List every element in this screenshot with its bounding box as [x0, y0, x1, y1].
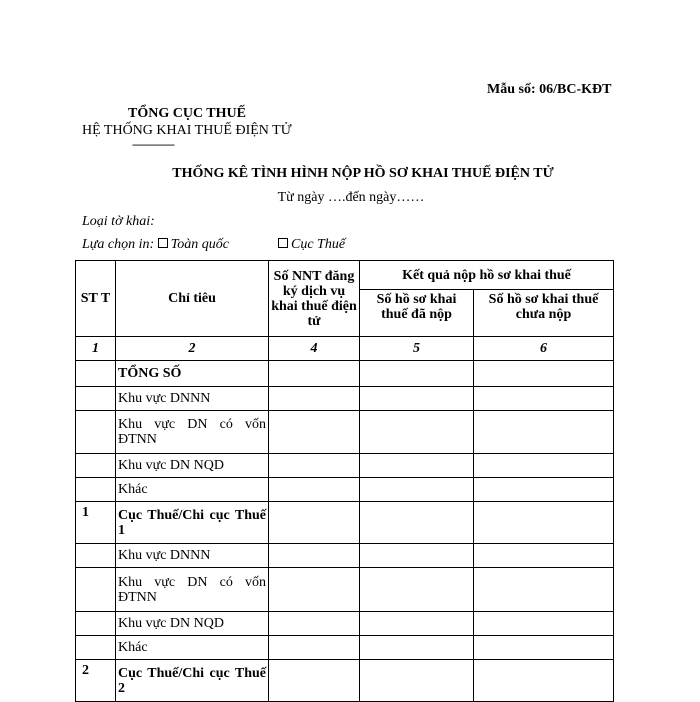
cell-submitted: [360, 478, 474, 502]
column-number: 5: [360, 337, 474, 361]
print-option-label: Lựa chọn in:: [82, 237, 155, 252]
table-row: [76, 660, 614, 702]
header-result-group: Kết quả nộp hồ sơ khai thuế: [360, 261, 614, 290]
cell-submitted: [360, 361, 474, 387]
row-label: Khu vực DN có vốn ĐTNN: [116, 411, 269, 454]
cell-submitted: [360, 387, 474, 411]
row-stt: [76, 544, 116, 568]
header-not-submitted: Số hồ sơ khai thuế chưa nộp: [474, 290, 614, 337]
cell-submitted: [360, 544, 474, 568]
row-stt: 2: [76, 660, 116, 702]
table-row: [76, 568, 614, 612]
row-label: TỔNG SỐ: [116, 361, 269, 387]
cell-registered: [269, 502, 360, 544]
row-label: Khu vực DN NQD: [116, 612, 269, 636]
row-label: Khu vực DNNN: [116, 544, 269, 568]
cell-not-submitted: [474, 568, 614, 612]
row-label: Khác: [116, 478, 269, 502]
system-name: HỆ THỐNG KHAI THUẾ ĐIỆN TỬ: [82, 123, 292, 138]
cell-not-submitted: [474, 361, 614, 387]
table-row: [76, 454, 614, 478]
cell-not-submitted: [474, 502, 614, 544]
cell-registered: [269, 544, 360, 568]
cell-registered: [269, 636, 360, 660]
option-department-label: Cục Thuế: [291, 237, 346, 252]
table-row: [76, 387, 614, 411]
cell-registered: [269, 454, 360, 478]
statistics-table: [75, 260, 614, 702]
header-submitted: Số hồ sơ khai thuế đã nộp: [360, 290, 474, 337]
table-row: [76, 636, 614, 660]
row-label: Khu vực DNNN: [116, 387, 269, 411]
row-stt: [76, 411, 116, 454]
cell-not-submitted: [474, 478, 614, 502]
cell-submitted: [360, 636, 474, 660]
form-code: Mẫu số: 06/BC-KĐT: [487, 82, 612, 97]
column-number: 4: [269, 337, 360, 361]
header-registered: Số NNT đăng ký dịch vụ khai thuế điện tử: [269, 261, 360, 337]
cell-registered: [269, 660, 360, 702]
table-row: [76, 411, 614, 454]
checkbox-national[interactable]: [158, 238, 168, 248]
option-national-label: Toàn quốc: [170, 237, 229, 252]
header-indicator: Chỉ tiêu: [116, 261, 269, 337]
row-label: Cục Thuế/Chi cục Thuế 1: [116, 502, 269, 544]
cell-not-submitted: [474, 660, 614, 702]
cell-submitted: [360, 660, 474, 702]
cell-submitted: [360, 568, 474, 612]
checkbox-department[interactable]: [278, 238, 288, 248]
cell-registered: [269, 411, 360, 454]
row-stt: [76, 361, 116, 387]
row-stt: [76, 568, 116, 612]
row-stt: [76, 636, 116, 660]
cell-registered: [269, 612, 360, 636]
report-type-label: Loại tờ khai:: [82, 214, 155, 229]
cell-not-submitted: [474, 612, 614, 636]
row-label: Cục Thuế/Chi cục Thuế 2: [116, 660, 269, 702]
row-label: Khu vực DN NQD: [116, 454, 269, 478]
table-row: [76, 612, 614, 636]
row-label: Khác: [116, 636, 269, 660]
row-stt: [76, 612, 116, 636]
row-stt: 1: [76, 502, 116, 544]
cell-submitted: [360, 454, 474, 478]
table-row: [76, 544, 614, 568]
row-label: Khu vực DN có vốn ĐTNN: [116, 568, 269, 612]
option-department: [278, 237, 345, 253]
report-title: THỐNG KÊ TÌNH HÌNH NỘP HỒ SƠ KHAI THUẾ ĐIỆN TỬ: [172, 166, 554, 181]
header-divider: --------------: [132, 137, 174, 151]
cell-not-submitted: [474, 411, 614, 454]
row-stt: [76, 387, 116, 411]
cell-submitted: [360, 502, 474, 544]
agency-name: TỔNG CỤC THUẾ: [128, 106, 246, 121]
cell-not-submitted: [474, 387, 614, 411]
column-number: 6: [474, 337, 614, 361]
cell-submitted: [360, 612, 474, 636]
cell-registered: [269, 387, 360, 411]
cell-submitted: [360, 411, 474, 454]
cell-not-submitted: [474, 454, 614, 478]
row-stt: [76, 478, 116, 502]
cell-registered: [269, 478, 360, 502]
print-option: [82, 237, 346, 253]
column-number: 2: [116, 337, 269, 361]
cell-not-submitted: [474, 544, 614, 568]
table-row: [76, 502, 614, 544]
table-row: [76, 361, 614, 387]
cell-not-submitted: [474, 636, 614, 660]
header-stt: ST T: [76, 261, 116, 337]
row-stt: [76, 454, 116, 478]
date-range: Từ ngày ….đến ngày……: [277, 190, 425, 205]
column-number: 1: [76, 337, 116, 361]
column-number-row: [76, 337, 614, 361]
cell-registered: [269, 361, 360, 387]
table-row: [76, 478, 614, 502]
cell-registered: [269, 568, 360, 612]
